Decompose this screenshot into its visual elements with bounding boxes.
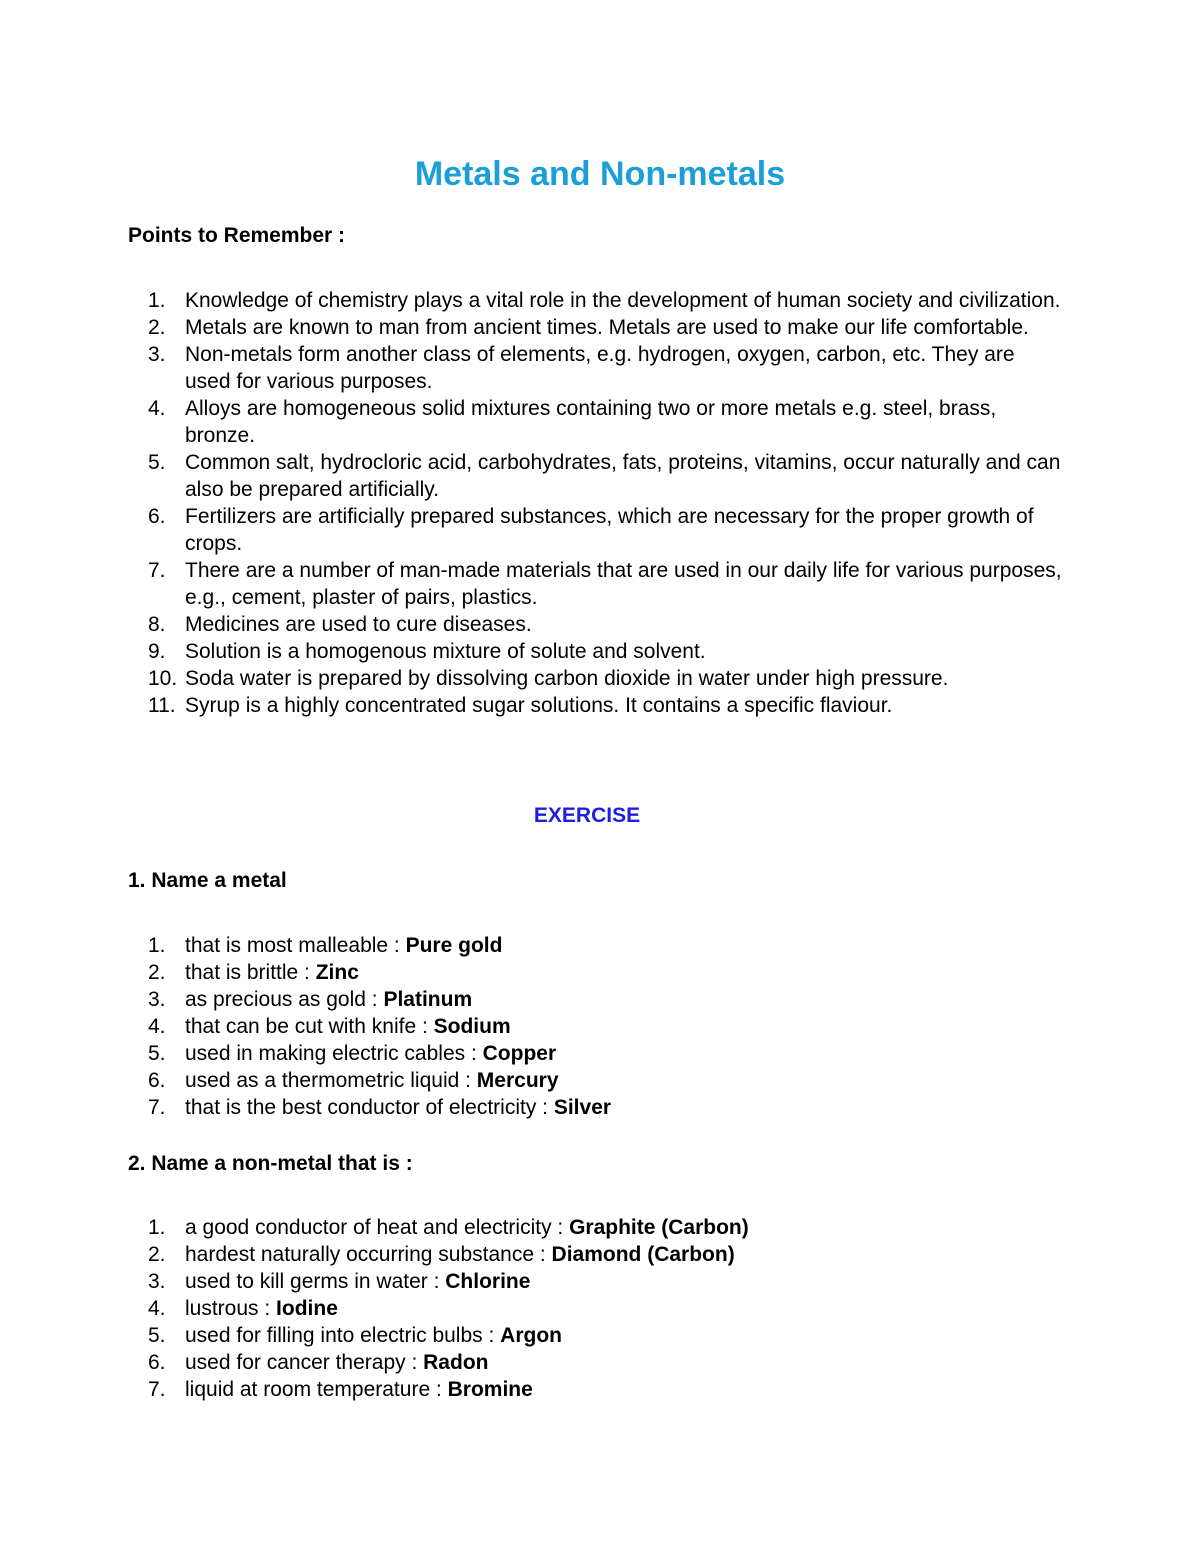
item-prompt: that is most malleable : [185, 934, 406, 957]
item-number: 7. [148, 559, 166, 582]
item-number: 8. [148, 613, 166, 636]
list-item [0, 395, 1065, 449]
item-number: 7. [148, 1378, 166, 1401]
item-number: 6. [148, 1351, 166, 1374]
item-number: 9. [148, 640, 166, 663]
item-text: There are a number of man-made materials that are used in our daily life for various purposes, e.g., cement, plaster of pairs, plastics. [185, 559, 1062, 609]
question-1-list [0, 932, 1100, 1121]
item-number: 4. [148, 397, 166, 420]
item-number: 5. [148, 1324, 166, 1347]
item-text: Medicines are used to cure diseases. [185, 613, 532, 636]
item-text: Syrup is a highly concentrated sugar solutions. It contains a specific flaviour. [185, 694, 893, 717]
item-number: 6. [148, 505, 166, 528]
list-item [0, 986, 1065, 1013]
item-number: 5. [148, 451, 166, 474]
item-number: 5. [148, 1042, 166, 1065]
item-number: 4. [148, 1015, 166, 1038]
item-text: Non-metals form another class of elements, e.g. hydrogen, oxygen, carbon, etc. They are used for various purposes. [185, 343, 1015, 393]
item-answer: Argon [500, 1324, 562, 1347]
item-answer: Zinc [315, 961, 359, 984]
item-text: Solution is a homogenous mixture of solute and solvent. [185, 640, 706, 663]
item-answer: Platinum [383, 988, 473, 1011]
item-prompt: used for filling into electric bulbs : [185, 1324, 501, 1347]
list-item [0, 1295, 1065, 1322]
item-number: 10. [148, 667, 178, 690]
item-number: 2. [148, 1243, 166, 1266]
item-text: Common salt, hydrocloric acid, carbohydrates, fats, proteins, vitamins, occur naturally and can also be prepared artificially. [185, 451, 1061, 501]
item-answer: Chlorine [445, 1270, 531, 1293]
item-number: 11. [148, 694, 176, 717]
list-item [0, 1322, 1065, 1349]
item-prompt: used for cancer therapy : [185, 1351, 424, 1374]
item-answer: Pure gold [405, 934, 503, 957]
question-1-heading: 1. Name a metal [128, 869, 287, 892]
item-text: Knowledge of chemistry plays a vital role in the development of human society and civilization. [185, 289, 1061, 312]
item-prompt: that can be cut with knife : [185, 1015, 434, 1038]
item-prompt: hardest naturally occurring substance : [185, 1243, 552, 1266]
list-item [0, 287, 1065, 314]
item-prompt: that is the best conductor of electricity : [185, 1096, 554, 1119]
list-item [0, 692, 1065, 719]
question-2-heading: 2. Name a non-metal that is : [128, 1152, 413, 1175]
item-answer: Copper [482, 1042, 557, 1065]
item-number: 3. [148, 1270, 166, 1293]
item-number: 1. [148, 1216, 166, 1239]
item-number: 2. [148, 961, 166, 984]
list-item [0, 557, 1065, 611]
item-number: 3. [148, 988, 166, 1011]
page-title: Metals and Non-metals [414, 155, 786, 193]
list-item [0, 1067, 1065, 1094]
item-prompt: used in making electric cables : [185, 1042, 483, 1065]
item-prompt: as precious as gold : [185, 988, 384, 1011]
item-answer: Graphite (Carbon) [569, 1216, 749, 1239]
item-answer: Mercury [476, 1069, 559, 1092]
item-number: 1. [148, 934, 166, 957]
item-number: 6. [148, 1069, 166, 1092]
list-item [0, 611, 1065, 638]
item-answer: Sodium [433, 1015, 511, 1038]
list-item [0, 503, 1065, 557]
item-text: Fertilizers are artificially prepared substances, which are necessary for the proper growth of crops. [185, 505, 1034, 555]
item-prompt: a good conductor of heat and electricity : [185, 1216, 570, 1239]
item-answer: Radon [423, 1351, 489, 1374]
item-text: Metals are known to man from ancient times. Metals are used to make our life comfortable. [185, 316, 1029, 339]
list-item [0, 449, 1065, 503]
list-item [0, 1268, 1065, 1295]
item-answer: Iodine [276, 1297, 338, 1320]
item-number: 2. [148, 316, 166, 339]
item-number: 3. [148, 343, 166, 366]
item-text: Soda water is prepared by dissolving carbon dioxide in water under high pressure. [185, 667, 949, 690]
item-number: 1. [148, 289, 166, 312]
list-item [0, 665, 1065, 692]
points-list [0, 287, 1100, 719]
list-item [0, 1214, 1065, 1241]
list-item [0, 959, 1065, 986]
list-item [0, 1376, 1065, 1403]
list-item [0, 1013, 1065, 1040]
list-item [0, 1094, 1065, 1121]
item-answer: Bromine [447, 1378, 533, 1401]
item-prompt: liquid at room temperature : [185, 1378, 448, 1401]
list-item [0, 932, 1065, 959]
list-item [0, 1241, 1065, 1268]
item-prompt: lustrous : [185, 1297, 277, 1320]
list-item [0, 638, 1065, 665]
item-number: 7. [148, 1096, 166, 1119]
list-item [0, 314, 1065, 341]
exercise-heading: EXERCISE [533, 804, 641, 827]
list-item [0, 1040, 1065, 1067]
list-item [0, 341, 1065, 395]
item-answer: Diamond (Carbon) [551, 1243, 735, 1266]
item-prompt: that is brittle : [185, 961, 316, 984]
item-number: 4. [148, 1297, 166, 1320]
item-text: Alloys are homogeneous solid mixtures containing two or more metals e.g. steel, brass, bronze. [185, 397, 997, 447]
list-item [0, 1349, 1065, 1376]
item-prompt: used as a thermometric liquid : [185, 1069, 477, 1092]
item-answer: Silver [553, 1096, 612, 1119]
question-2-list [0, 1214, 1100, 1403]
item-prompt: used to kill germs in water : [185, 1270, 446, 1293]
points-heading: Points to Remember : [128, 224, 346, 247]
